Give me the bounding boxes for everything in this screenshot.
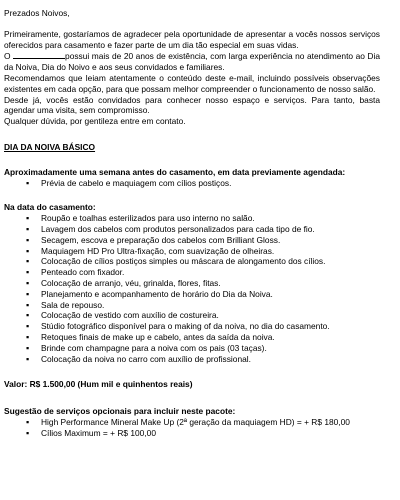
list-item: ▪ Cílios Maximum = + R$ 100,00 xyxy=(4,428,380,439)
intro-paragraph: Primeiramente, gostaríamos de agradecer pela oportunidade de apresentar a vocês nossos serviços oferecidos para casamento e fazer parte de um dia tão especial em suas vidas. xyxy=(4,28,380,50)
list-item: ▪ Sala de repouso. xyxy=(4,300,380,311)
list-item: ▪ Maquiagem HD Pro Ultra-fixação, com suavização de olheiras. xyxy=(4,246,380,257)
list-item: ▪ Colocação da noiva no carro com auxílio de profissional. xyxy=(4,354,380,365)
list-item: ▪ Penteado com fixador. xyxy=(4,267,380,278)
invitation-paragraph: Desde já, vocês estão convidados para conhecer nosso espaço e serviços. Para tanto, basta agendar uma visita, sem compromisso. xyxy=(4,94,380,116)
package-title: DIA DA NOIVA BÁSICO xyxy=(4,141,96,152)
wedding-day-label: Na data do casamento: xyxy=(4,202,96,213)
before-wedding-section xyxy=(4,167,380,189)
list-item: ▪ Colocação de cílios postiços simples ou máscara de alongamento dos cílios. xyxy=(4,256,380,267)
list-item: ▪ Retoques finais de make up e cabelo, antes da saída da noiva. xyxy=(4,332,380,343)
list-item: ▪ Stúdio fotográfico disponível para o making of da noiva, no dia do casamento. xyxy=(4,321,380,332)
company-description: possui mais de 20 anos de existência, com larga experiência no atendimento ao Dia da Noiva, Dia do Noivo e aos seus convidados e familiares. xyxy=(4,51,381,73)
before-wedding-list xyxy=(4,178,380,189)
list-item: ▪ Roupão e toalhas esterilizados para uso interno no salão. xyxy=(4,213,380,224)
list-item: ▪ High Performance Mineral Make Up (2ª geração da maquiagem HD) = + R$ 180,00 xyxy=(4,417,380,428)
optional-services-section xyxy=(4,406,380,438)
list-item: ▪ Brinde com champagne para a noiva com os pais (03 taças). xyxy=(4,343,380,354)
list-item: ▪ Colocação de vestido com auxílio de costureira. xyxy=(4,310,380,321)
company-name-blank xyxy=(13,50,65,59)
list-item: ▪ Colocação de arranjo, véu, grinalda, flores, fitas. xyxy=(4,278,380,289)
package-price: Valor: R$ 1.500,00 (Hum mil e quinhentos reais) xyxy=(4,379,193,390)
recommendation-paragraph: Recomendamos que leiam atentamente o conteúdo deste e-mail, incluindo possíveis observações existentes em cada opção, para que possam melhor compreender o funcionamento de nosso salão. xyxy=(4,72,380,94)
company-prefix: O xyxy=(4,51,11,62)
wedding-day-section xyxy=(4,202,380,364)
list-item: ▪ Planejamento e acompanhamento de horário do Dia da Noiva. xyxy=(4,289,380,300)
list-item: ▪ Secagem, escova e preparação dos cabelos com Brilliant Gloss. xyxy=(4,235,380,246)
letter-greeting: Prezados Noivos, xyxy=(4,8,70,18)
before-wedding-label: Aproximadamente uma semana antes do casamento, em data previamente agendada: xyxy=(4,166,346,177)
optional-services-list xyxy=(4,417,380,439)
list-item: ▪ Prévia de cabelo e maquiagem com cílios postiços. xyxy=(4,178,380,189)
optional-services-label: Sugestão de serviços opcionais para incluir neste pacote: xyxy=(4,406,236,417)
company-paragraph xyxy=(4,50,380,73)
list-item: ▪ Lavagem dos cabelos com produtos personalizados para cada tipo de fio. xyxy=(4,224,380,235)
wedding-day-list xyxy=(4,213,380,364)
contact-paragraph: Qualquer dúvida, por gentileza entre em contato. xyxy=(4,116,186,127)
letter-intro xyxy=(4,29,380,127)
